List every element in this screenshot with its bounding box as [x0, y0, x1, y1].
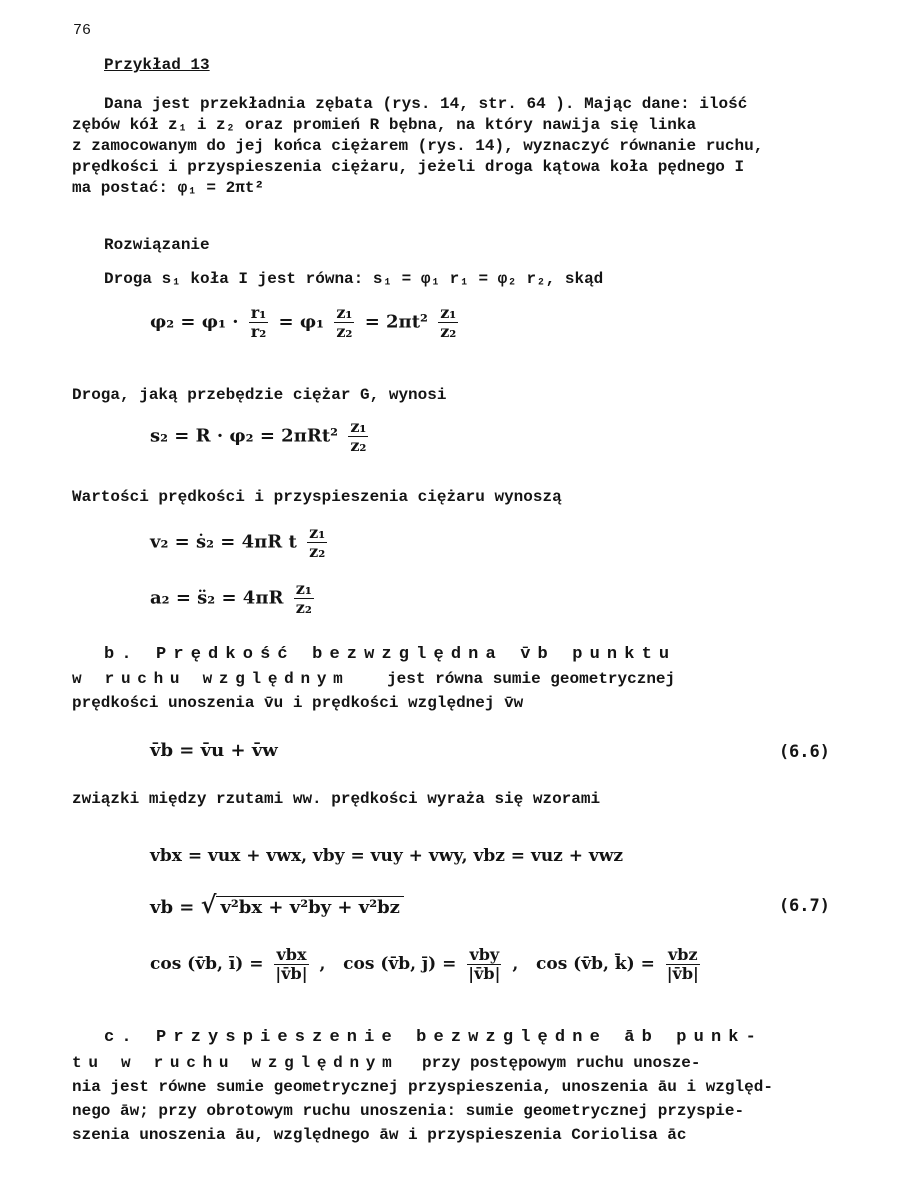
numerator: vbz [668, 945, 698, 964]
denominator: |v̄b| [275, 964, 308, 983]
numerator: r₁ [250, 303, 267, 322]
fraction [665, 946, 701, 983]
fraction [438, 304, 458, 341]
values-line: Wartości prędkości i przyspieszenia ciężaru wynoszą [72, 488, 562, 506]
section-c-line-2 [72, 1054, 701, 1072]
denominator: z₂ [295, 598, 312, 617]
eq-part: = 2πt² [364, 311, 428, 333]
fraction [249, 304, 268, 341]
section-b-line: b. Prędkość bezwzględna v̄b punktu [104, 645, 677, 664]
eq-part: cos (v̄b, j̄) = [343, 954, 457, 974]
numerator: vby [469, 945, 500, 964]
section-c-tail: przy postępowym ruchu unosze- [422, 1054, 701, 1072]
intro-line: zębów kół z₁ i z₂ oraz promień R bębna, na który nawija się linka [72, 116, 697, 134]
denominator: z₂ [309, 542, 326, 561]
numerator: z₁ [440, 303, 457, 322]
fraction [466, 946, 502, 983]
section-b-line-2 [72, 670, 675, 688]
intro-line: ma postać: φ₁ = 2πt² [72, 179, 265, 197]
numerator: z₁ [295, 579, 312, 598]
denominator: |v̄b| [468, 964, 501, 983]
eq-part: v₂ = ṡ₂ = 4πR t [150, 531, 297, 553]
equation-6-6: v̄b = v̄u + v̄w [150, 740, 278, 761]
fraction [307, 524, 327, 561]
equation-cosines: cos (v̄b, ī) = $\frac{\text{vbx}}{|v̄b|}$ , cos (v̄b, j̄) = $\frac{\text{vby}}{|v̄b|}$ , cos (v̄b, k̄) = $\frac{\text{vbz}}{|v̄b|}$ [150, 945, 699, 983]
radicand: v²bx + v²by + v²bz [216, 896, 403, 918]
eq-part: a₂ = s̈₂ = 4πR [150, 587, 284, 609]
denominator: z₂ [350, 436, 367, 455]
eq-part: s₂ = R · φ₂ = 2πRt² [150, 425, 339, 447]
fraction [273, 946, 309, 983]
denominator: r₂ [250, 322, 267, 341]
intro-line: prędkości i przyspieszenia ciężaru, jeżeli droga kątowa koła pędnego I [72, 158, 745, 176]
droga-line: Droga s₁ koła I jest równa: s₁ = φ₁ r₁ = φ₂ r₂, skąd [104, 270, 604, 288]
section-c-line: c. Przyspieszenie bezwzględne āb punk- [104, 1028, 763, 1047]
equation-v2 [150, 524, 331, 561]
numerator: z₁ [309, 523, 326, 542]
equation-number-6-7: (6.7) [778, 896, 830, 916]
numerator: z₁ [336, 303, 353, 322]
eq-part: cos (v̄b, k̄) = [536, 954, 655, 974]
relations-line: związki między rzutami ww. prędkości wyraża się wzorami [72, 790, 601, 808]
section-b-line-3: prędkości unoszenia v̄u i prędkości względnej v̄w [72, 694, 524, 712]
fraction [348, 418, 368, 455]
section-c-line-3: nia jest równe sumie geometrycznej przyspieszenia, unoszenia āu i względ- [72, 1078, 773, 1096]
denominator: z₂ [440, 322, 457, 341]
equation-phi2 [150, 304, 462, 341]
equation-components: vbx = vux + vwx, vby = vuy + vwy, vbz = vuz + vwz [150, 846, 624, 866]
eq-part: cos (v̄b, ī) = [150, 954, 264, 974]
equation-6-7 [150, 890, 404, 919]
intro-paragraph [72, 94, 763, 199]
fraction [294, 580, 314, 617]
section-c-line-4: nego āw; przy obrotowym ruchu unoszenia: sumie geometrycznej przyspie- [72, 1102, 745, 1120]
solution-label: Rozwiązanie [104, 236, 210, 254]
section-c-line-5: szenia unoszenia āu, względnego āw i przyspieszenia Coriolisa āc [72, 1126, 687, 1144]
section-c-heading [104, 1028, 763, 1047]
denominator: |v̄b| [666, 964, 699, 983]
equation-s2 [150, 418, 372, 455]
sqrt-symbol: √ [200, 890, 217, 919]
section-b-line: w ruchu względnym [72, 670, 350, 688]
page-number: 76 [73, 22, 92, 39]
section-c-line: tu w ruchu względnym [72, 1054, 399, 1072]
fraction [334, 304, 354, 341]
example-title: Przykład 13 [104, 56, 210, 74]
eq-part: = φ₁ [278, 311, 325, 333]
numerator: vbx [276, 945, 307, 964]
intro-line: z zamocowanym do jej końca ciężarem (rys. 14), wyznaczyć równanie ruchu, [72, 137, 764, 155]
section-b-heading [104, 645, 676, 664]
equation-number-6-6: (6.6) [778, 742, 830, 762]
path-line: Droga, jaką przebędzie ciężar G, wynosi [72, 386, 447, 404]
eq-part: vb = [150, 897, 195, 918]
numerator: z₁ [350, 417, 367, 436]
equation-a2 [150, 580, 318, 617]
section-b-tail: jest równa sumie geometrycznej [387, 670, 676, 688]
denominator: z₂ [336, 322, 353, 341]
eq-part: φ₂ = φ₁ · [150, 311, 239, 333]
intro-line: Dana jest przekładnia zębata (rys. 14, str. 64 ). Mając dane: ilość [104, 95, 748, 113]
